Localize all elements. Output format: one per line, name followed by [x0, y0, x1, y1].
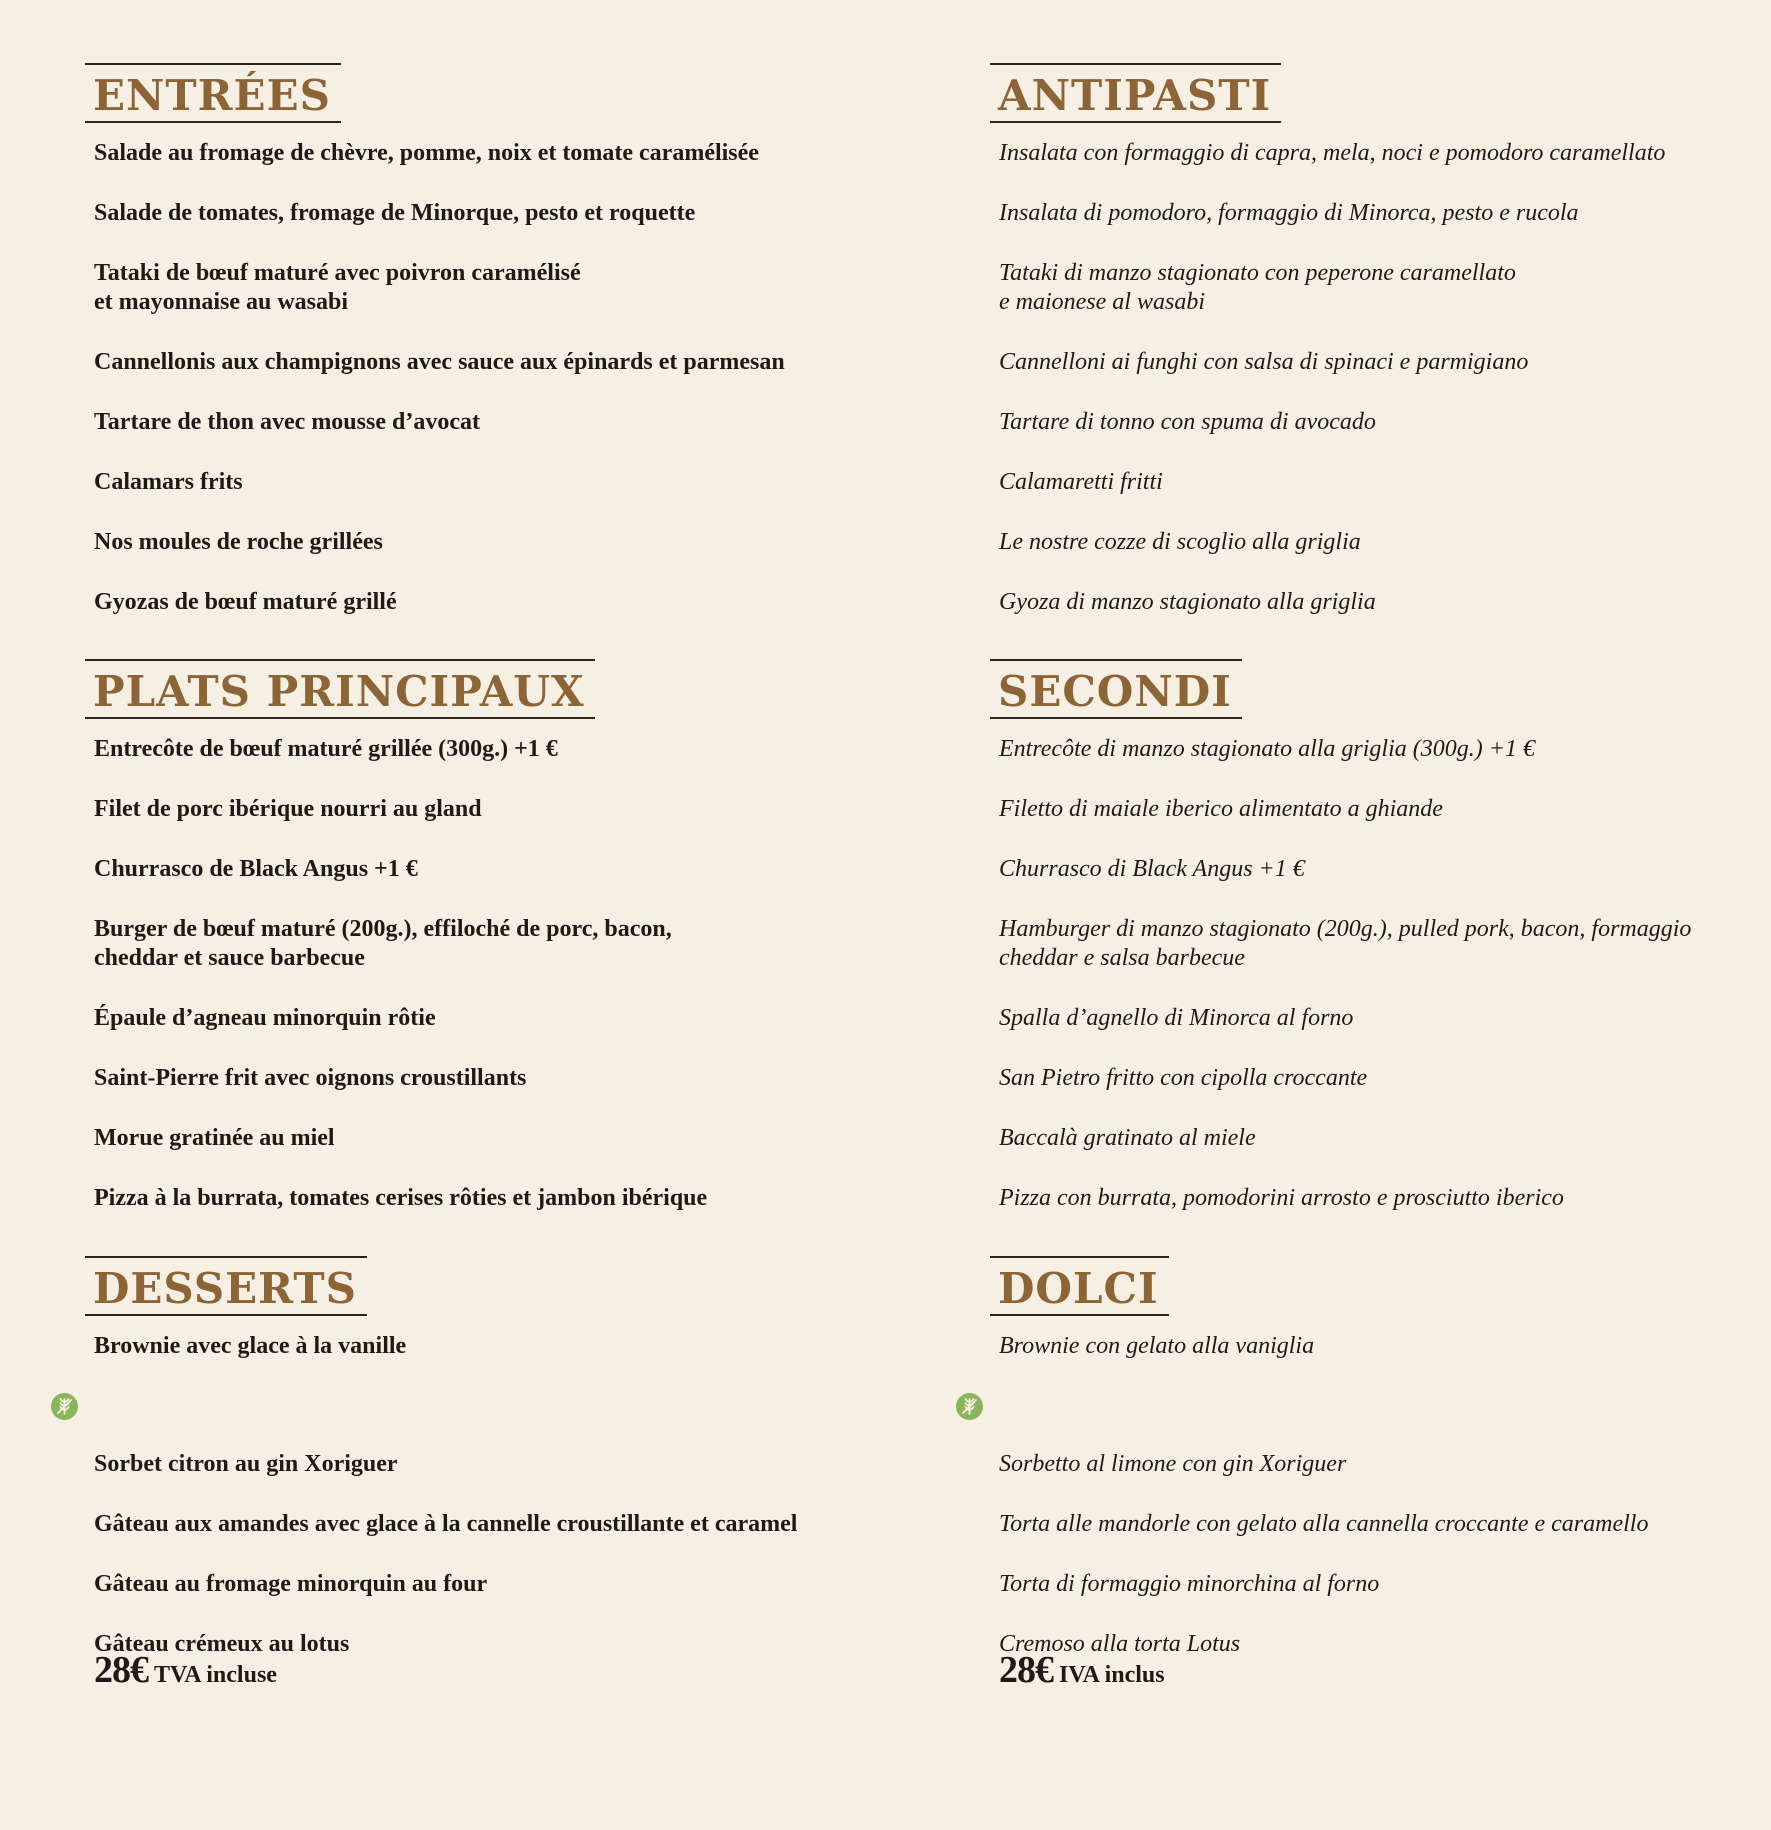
- menu-item: Torta di formaggio minorchina al forno: [999, 1571, 1380, 1597]
- menu-item: Entrecôte di manzo stagionato alla griglia (300g.) +1 €: [999, 736, 1535, 762]
- menu-item: Entrecôte de bœuf maturé grillée (300g.) +1 €: [94, 736, 558, 762]
- section-heading: SECONDI: [990, 659, 1242, 719]
- menu-item: Salade au fromage de chèvre, pomme, noix et tomate caramélisée: [94, 140, 759, 166]
- price-tax-note: IVA inclus: [1059, 1662, 1165, 1688]
- menu-item: Gâteau au fromage minorquin au four: [94, 1571, 488, 1597]
- section-desserts: [85, 1256, 905, 1690]
- section-antipasti: [990, 63, 1771, 648]
- menu-item: Hamburger di manzo stagionato (200g.), pulled pork, bacon, formaggio cheddar e salsa barbecue: [999, 916, 1692, 971]
- menu-item: Calamars frits: [94, 469, 243, 495]
- menu-item: Brownie avec glace à la vanille: [94, 1333, 407, 1359]
- price-amount: 28€: [999, 1649, 1053, 1691]
- section-secondi: [990, 659, 1771, 1244]
- menu-item-label: Sorbetto al limone con gin Xoriguer: [999, 1451, 1347, 1477]
- menu-item: Insalata con formaggio di capra, mela, noci e pomodoro caramellato: [999, 140, 1666, 166]
- price-line: [94, 1648, 277, 1692]
- menu-item: Cannellonis aux champignons avec sauce aux épinards et parmesan: [94, 349, 785, 375]
- menu-item: Nos moules de roche grillées: [94, 529, 383, 555]
- menu-item: Torta alle mandorle con gelato alla cannella croccante e caramello: [999, 1511, 1649, 1537]
- item-list: [990, 735, 1771, 1213]
- menu-item: Gyozas de bœuf maturé grillé: [94, 589, 397, 615]
- menu-item: Filetto di maiale iberico alimentato a ghiande: [999, 796, 1443, 822]
- menu-item: Brownie con gelato alla vaniglia: [999, 1333, 1315, 1359]
- gluten-free-icon: [51, 1393, 78, 1420]
- menu-item: Tataki di manzo stagionato con peperone caramellato e maionese al wasabi: [999, 260, 1516, 315]
- menu-item: Gâteau crémeux au lotus: [94, 1631, 350, 1657]
- menu-item: Morue gratinée au miel: [94, 1125, 335, 1151]
- menu-item: San Pietro fritto con cipolla croccante: [999, 1065, 1368, 1091]
- section-entrees: [85, 63, 905, 648]
- menu-item: Le nostre cozze di scoglio alla griglia: [999, 529, 1361, 555]
- menu-item: Churrasco di Black Angus +1 €: [999, 856, 1305, 882]
- section-heading: DOLCI: [990, 1256, 1169, 1316]
- section-heading: DESSERTS: [85, 1256, 367, 1316]
- menu-item: Gâteau aux amandes avec glace à la cannelle croustillante et caramel: [94, 1511, 798, 1537]
- menu-item: Épaule d’agneau minorquin rôtie: [94, 1005, 436, 1031]
- section-heading: ENTRÉES: [85, 63, 341, 123]
- item-list: [990, 1332, 1771, 1659]
- menu-item: Baccalà gratinato al miele: [999, 1125, 1256, 1151]
- menu-item: Tartare di tonno con spuma di avocado: [999, 409, 1376, 435]
- menu-item: Pizza à la burrata, tomates cerises rôties et jambon ibérique: [94, 1185, 708, 1211]
- item-list: [85, 735, 905, 1213]
- item-list: [85, 1332, 905, 1659]
- price-amount: 28€: [94, 1649, 148, 1691]
- menu-item: Cremoso alla torta Lotus: [999, 1631, 1241, 1657]
- section-dolci: [990, 1256, 1771, 1690]
- gluten-free-icon: [956, 1393, 983, 1420]
- menu-item: Filet de porc ibérique nourri au gland: [94, 796, 482, 822]
- menu-item: Churrasco de Black Angus +1 €: [94, 856, 418, 882]
- menu-item: Salade de tomates, fromage de Minorque, pesto et roquette: [94, 200, 696, 226]
- menu-item: Pizza con burrata, pomodorini arrosto e prosciutto iberico: [999, 1185, 1564, 1211]
- item-list: [85, 139, 905, 617]
- section-heading: ANTIPASTI: [990, 63, 1281, 123]
- section-heading: PLATS PRINCIPAUX: [85, 659, 595, 719]
- item-list: [990, 139, 1771, 617]
- menu-item: [85, 1392, 905, 1479]
- menu-item: Calamaretti fritti: [999, 469, 1163, 495]
- price-line: [999, 1648, 1165, 1692]
- menu-item: [990, 1392, 1771, 1479]
- menu-item-label: Sorbet citron au gin Xoriguer: [94, 1451, 398, 1477]
- menu-item: Spalla d’agnello di Minorca al forno: [999, 1005, 1354, 1031]
- menu-item: Saint-Pierre frit avec oignons croustillants: [94, 1065, 527, 1091]
- menu-item: Burger de bœuf maturé (200g.), effiloché de porc, bacon, cheddar et sauce barbecue: [94, 916, 672, 971]
- price-tax-note: TVA incluse: [154, 1662, 277, 1688]
- section-plats-principaux: [85, 659, 905, 1244]
- menu-item: Tartare de thon avec mousse d’avocat: [94, 409, 480, 435]
- menu-item: Cannelloni ai funghi con salsa di spinaci e parmigiano: [999, 349, 1529, 375]
- menu-item: Tataki de bœuf maturé avec poivron caramélisé et mayonnaise au wasabi: [94, 260, 581, 315]
- menu-item: Insalata di pomodoro, formaggio di Minorca, pesto e rucola: [999, 200, 1579, 226]
- menu-item: Gyoza di manzo stagionato alla griglia: [999, 589, 1376, 615]
